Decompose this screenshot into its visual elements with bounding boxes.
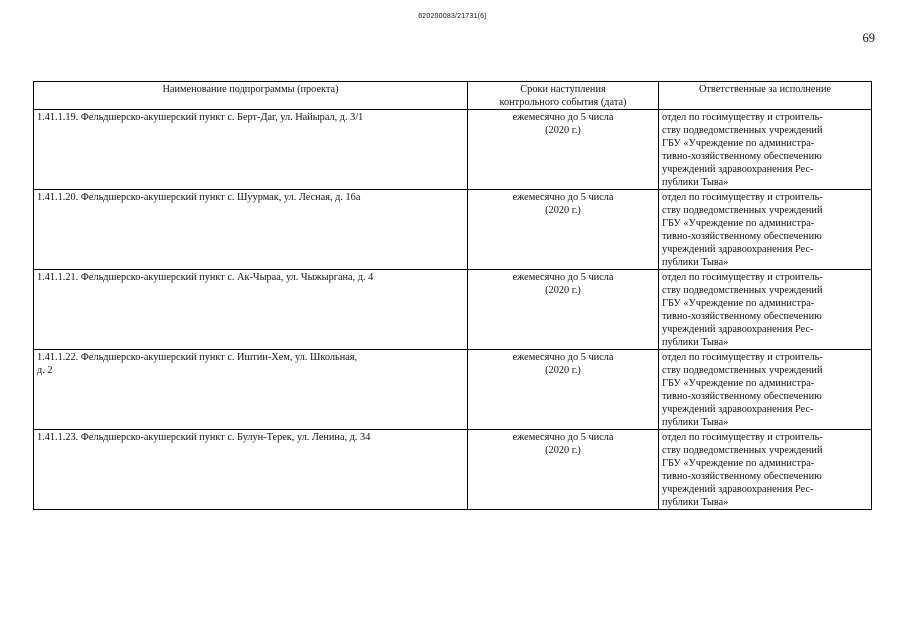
cell-subprogram-name: [34, 110, 468, 190]
cell-subprogram-name: [34, 190, 468, 270]
cell-responsible-line: отдел по госимуществу и строитель-: [662, 352, 823, 363]
cell-responsible: [659, 190, 872, 270]
page-number: 69: [862, 31, 875, 45]
cell-responsible-line: отдел по госимуществу и строитель-: [662, 112, 823, 123]
cell-responsible-line: публики Тыва»: [662, 177, 729, 188]
cell-responsible-line: ГБУ «Учреждение по администра-: [662, 378, 815, 389]
cell-deadline-line: ежемесячно до 5 числа: [512, 192, 614, 203]
cell-subprogram-name-line: 1.41.1.19. Фельдшерско-акушерский пункт с. Берт-Даг, ул. Найырал, д. 3/1: [37, 112, 364, 123]
cell-subprogram-name-line: 1.41.1.20. Фельдшерско-акушерский пункт с. Шуурмак, ул. Лесная, д. 16а: [37, 192, 361, 203]
cell-subprogram-name-line: 1.41.1.21. Фельдшерско-акушерский пункт с. Ак-Чыраа, ул. Чыжыргана, д. 4: [37, 272, 374, 283]
cell-responsible-line: учреждений здравоохранения Рес-: [662, 484, 814, 495]
cell-responsible-line: учреждений здравоохранения Рес-: [662, 164, 814, 175]
cell-responsible-line: ГБУ «Учреждение по администра-: [662, 218, 815, 229]
cell-responsible-line: учреждений здравоохранения Рес-: [662, 324, 814, 335]
cell-deadline-line: ежемесячно до 5 числа: [512, 272, 614, 283]
cell-responsible-line: тивно-хозяйственному обеспечению: [662, 391, 822, 402]
cell-deadline-line: (2020 г.): [545, 365, 581, 376]
cell-deadline-line: (2020 г.): [545, 445, 581, 456]
cell-deadline-line: ежемесячно до 5 числа: [512, 352, 614, 363]
cell-responsible-line: ГБУ «Учреждение по администра-: [662, 458, 815, 469]
cell-deadline: [468, 350, 659, 430]
column-header-deadline: [468, 82, 659, 110]
table-row: [34, 350, 872, 430]
cell-responsible-line: ству подведомственных учреждений: [662, 125, 823, 136]
cell-responsible-line: ству подведомственных учреждений: [662, 445, 823, 456]
cell-responsible: [659, 350, 872, 430]
cell-deadline: [468, 190, 659, 270]
table-row: [34, 430, 872, 510]
cell-deadline-line: ежемесячно до 5 числа: [512, 432, 614, 443]
cell-subprogram-name: [34, 270, 468, 350]
table-row: [34, 270, 872, 350]
cell-subprogram-name: [34, 350, 468, 430]
cell-responsible-line: ству подведомственных учреждений: [662, 365, 823, 376]
table-row: [34, 110, 872, 190]
cell-responsible-line: тивно-хозяйственному обеспечению: [662, 471, 822, 482]
cell-responsible: [659, 270, 872, 350]
column-header-responsible: Ответственные за исполнение: [659, 82, 872, 110]
cell-responsible-line: тивно-хозяйственному обеспечению: [662, 231, 822, 242]
document-code: 620200083/21731(6): [418, 13, 487, 20]
program-table: [33, 81, 872, 510]
cell-deadline: [468, 110, 659, 190]
cell-subprogram-name: [34, 430, 468, 510]
cell-deadline: [468, 430, 659, 510]
cell-deadline: [468, 270, 659, 350]
column-header-name: Наименование подпрограммы (проекта): [34, 82, 468, 110]
cell-responsible-line: публики Тыва»: [662, 257, 729, 268]
table-row: [34, 190, 872, 270]
cell-deadline-line: (2020 г.): [545, 205, 581, 216]
cell-responsible-line: тивно-хозяйственному обеспечению: [662, 151, 822, 162]
table-header-row: [34, 82, 872, 110]
cell-responsible: [659, 430, 872, 510]
cell-deadline-line: ежемесячно до 5 числа: [512, 112, 614, 123]
cell-responsible-line: учреждений здравоохранения Рес-: [662, 404, 814, 415]
cell-responsible-line: публики Тыва»: [662, 417, 729, 428]
cell-responsible-line: отдел по госимуществу и строитель-: [662, 432, 823, 443]
cell-subprogram-name-line: 1.41.1.22. Фельдшерско-акушерский пункт с. Иштии-Хем, ул. Школьная,: [37, 352, 358, 363]
cell-deadline-line: (2020 г.): [545, 125, 581, 136]
cell-responsible-line: отдел по госимуществу и строитель-: [662, 272, 823, 283]
cell-responsible-line: публики Тыва»: [662, 497, 729, 508]
cell-responsible-line: ГБУ «Учреждение по администра-: [662, 138, 815, 149]
cell-responsible-line: ству подведомственных учреждений: [662, 285, 823, 296]
cell-responsible: [659, 110, 872, 190]
cell-deadline-line: (2020 г.): [545, 285, 581, 296]
cell-subprogram-name-line: 1.41.1.23. Фельдшерско-акушерский пункт с. Булун-Терек, ул. Ленина, д. 34: [37, 432, 371, 443]
cell-responsible-line: тивно-хозяйственному обеспечению: [662, 311, 822, 322]
column-header-deadline-line: контрольного события (дата): [499, 97, 627, 108]
cell-responsible-line: ГБУ «Учреждение по администра-: [662, 298, 815, 309]
cell-subprogram-name-line: д. 2: [37, 365, 53, 376]
cell-responsible-line: отдел по госимуществу и строитель-: [662, 192, 823, 203]
cell-responsible-line: учреждений здравоохранения Рес-: [662, 244, 814, 255]
column-header-deadline-line: Сроки наступления: [520, 84, 606, 95]
cell-responsible-line: ству подведомственных учреждений: [662, 205, 823, 216]
cell-responsible-line: публики Тыва»: [662, 337, 729, 348]
